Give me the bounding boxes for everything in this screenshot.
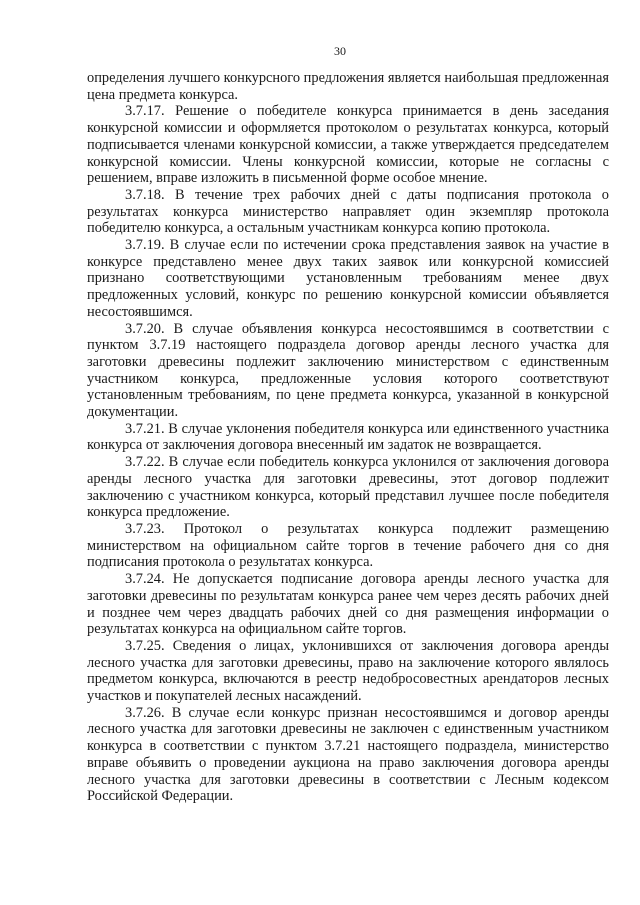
paragraph-3-7-17: 3.7.17. Решение о победителе конкурса принимается в день заседания конкурсной комиссии и оформляется протоколом о результатах конкурса, который подписывается членами конкурсной комиссии, а также утверждается председателем конкурсной комиссии. Члены конкурсной комиссии, которые не согласны с решением, вправе изложить в письменной форме особое мнение. [87,103,609,187]
paragraph-3-7-26: 3.7.26. В случае если конкурс признан несостоявшимся и договор аренды лесного участка для заготовки древесины не заключен с единственным участником конкурса в соответствии с пунктом 3.7.21 настоящего подраздела, министерство вправе объявить о проведении аукциона на право заключения договора аренды лесного участка для заготовки древесины в соответствии с Лесным кодексом Российской Федерации. [87,704,609,805]
paragraph-3-7-20: 3.7.20. В случае объявления конкурса несостоявшимся в соответствии с пунктом 3.7.19 настоящего подраздела договор аренды лесного участка для заготовки древесины подлежит заключению министерством с единственным участником конкурса, предложенные условия которого соответствуют установленным требованиям, по цене предмета конкурса, указанной в конкурсной документации. [87,320,609,421]
document-body [87,70,609,805]
paragraph-3-7-22: 3.7.22. В случае если победитель конкурса уклонился от заключения договора аренды лесного участка для заготовки древесины, этот договор подлежит заключению с участником конкурса, который представил лучшее после победителя конкурса предложение. [87,454,609,521]
paragraph-3-7-24: 3.7.24. Не допускается подписание договора аренды лесного участка для заготовки древесины по результатам конкурса ранее чем через десять рабочих дней и позднее чем через двадцать рабочих дней со дня размещения информации о результатах конкурса на официальном сайте торгов. [87,571,609,638]
page-number: 30 [334,44,346,58]
paragraph-3-7-19: 3.7.19. В случае если по истечении срока представления заявок на участие в конкурсе представлено менее двух таких заявок или конкурсной комиссией признано соответствующими установленным требованиям менее двух предложенных условий, конкурс по решению конкурсной комиссии объявляется несостоявшимся. [87,237,609,320]
paragraph-3-7-21: 3.7.21. В случае уклонения победителя конкурса или единственного участника конкурса от заключения договора внесенный им задаток не возвращается. [87,420,609,454]
paragraph-3-7-23: 3.7.23. Протокол о результатах конкурса подлежит размещению министерством на официальном сайте торгов в течение рабочего дня со дня подписания протокола о результатах конкурса. [87,520,609,571]
paragraph-continuation: определения лучшего конкурсного предложения является наибольшая предложенная цена предмета конкурса. [87,70,609,103]
paragraph-3-7-25: 3.7.25. Сведения о лицах, уклонившихся от заключения договора аренды лесного участка для заготовки древесины, право на заключение которого являлось предметом конкурса, включаются в реестр недобросовестных арендаторов лесных участков и покупателей лесных насаждений. [87,637,609,705]
paragraph-3-7-18: 3.7.18. В течение трех рабочих дней с даты подписания протокола о результатах конкурса министерство направляет один экземпляр протокола победителю конкурса, а остальным участникам конкурса копию протокола. [87,186,609,237]
